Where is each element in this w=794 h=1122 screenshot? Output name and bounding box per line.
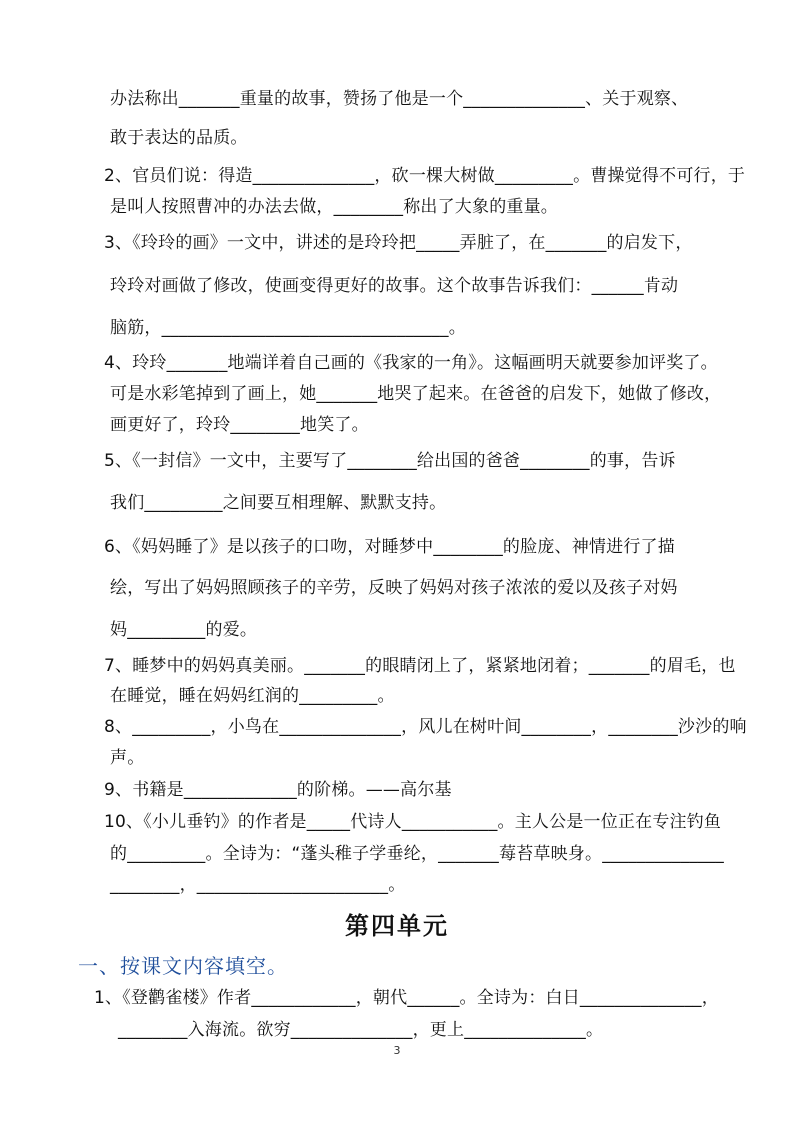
- text-line: 脑筋，_________________________________。: [110, 318, 466, 338]
- text-line: 1、《登鹳雀楼》作者____________，朝代______。全诗为：白日______________，: [94, 988, 719, 1008]
- text-line: ________，______________________。: [110, 875, 406, 895]
- text-line: 2、官员们说：得造______________，砍一棵大树做_________。曹操觉得不可行，于: [104, 166, 746, 186]
- text-line: 的_________。全诗为：“蓬头稚子学垂纶，_______莓苔草映身。______________: [110, 844, 725, 864]
- text-line: 在睡觉，睡在妈妈红润的_________。: [110, 686, 395, 706]
- text-line: 10、《小儿垂钓》的作者是_____代诗人___________。主人公是一位正在专注钓鱼: [104, 812, 722, 832]
- text-line: 我们_________之间要互相理解、默默支持。: [110, 493, 447, 513]
- text-line: 是叫人按照曹冲的办法去做，________称出了大象的重量。: [110, 197, 558, 217]
- text-line: 敢于表达的品质。: [110, 128, 248, 148]
- text-line: 8、_________，小鸟在______________，风儿在树叶间________，________沙沙的响: [104, 717, 747, 737]
- text-line: 声。: [110, 748, 145, 768]
- text-line: 可是水彩笔掉到了画上，她_______地哭了起来。在爸爸的启发下，她做了修改，: [110, 384, 722, 404]
- text-line: 4、玲玲_______地端详着自己画的《我家的一角》。这幅画明天就要参加评奖了。: [104, 353, 718, 373]
- text-line: 妈_________的爱。: [110, 620, 258, 640]
- page-number: 3: [393, 1044, 401, 1057]
- text-line: 9、书籍是_____________的阶梯。——高尔基: [104, 780, 452, 800]
- text-line: 3、《玲玲的画》一文中，讲述的是玲玲把_____弄脏了，在_______的启发下，: [104, 233, 693, 253]
- text-line: 7、睡梦中的妈妈真美丽。_______的眼睛闭上了，紧紧地闭着；_______的眉毛，也: [104, 656, 736, 676]
- text-line: 6、《妈妈睡了》是以孩子的口吻，对睡梦中________的脸庞、神情进行了描: [104, 537, 675, 557]
- text-line: 绘，写出了妈妈照顾孩子的辛劳，反映了妈妈对孩子浓浓的爱以及孩子对妈: [110, 578, 678, 598]
- section-title: 一、按课文内容填空。: [78, 954, 288, 978]
- text-line: 玲玲对画做了修改，使画变得更好的故事。这个故事告诉我们：______肯动: [110, 276, 679, 296]
- text-line: ________入海流。欲穷______________，更上______________。: [118, 1020, 604, 1040]
- unit-title: 第四单元: [345, 912, 449, 940]
- text-line: 办法称出_______重量的故事，赞扬了他是一个______________、关于观察、: [110, 89, 689, 109]
- text-line: 5、《一封信》一文中，主要写了________给出国的爸爸________的事，告诉: [104, 451, 676, 471]
- text-line: 画更好了，玲玲________地笑了。: [110, 415, 369, 435]
